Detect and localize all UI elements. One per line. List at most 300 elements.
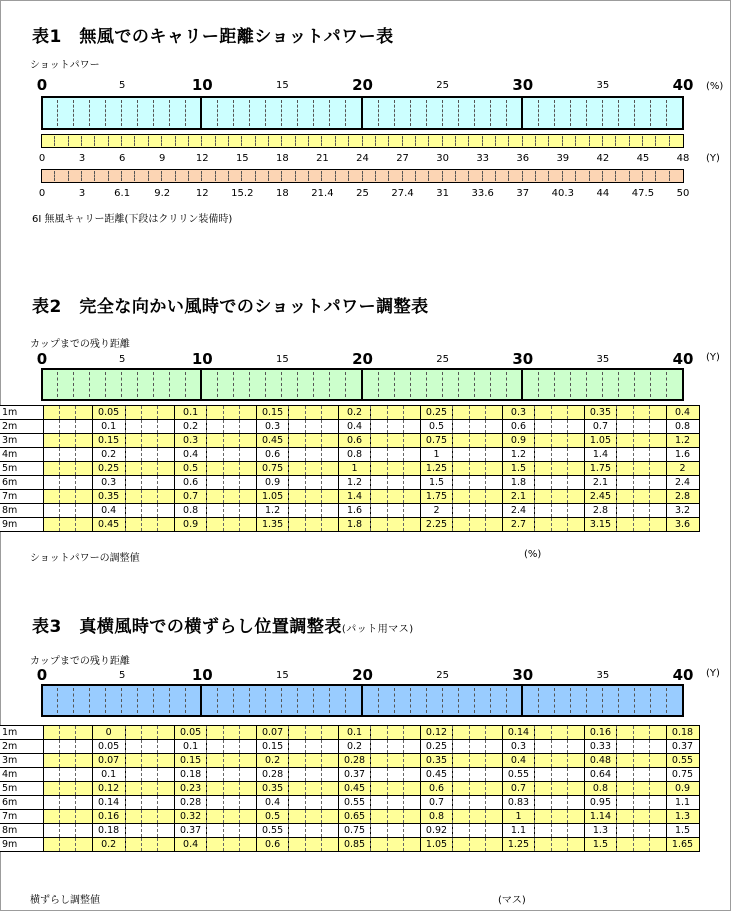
bar-tick bbox=[650, 372, 651, 397]
bar-tick bbox=[634, 100, 635, 126]
grid-spacer bbox=[158, 796, 174, 810]
adjust-value: 0.33 bbox=[584, 740, 617, 754]
strip-tick bbox=[255, 171, 256, 181]
grid-spacer bbox=[289, 810, 305, 824]
bar-tick bbox=[666, 372, 667, 397]
grid-spacer bbox=[76, 768, 92, 782]
adjust-value: 2.1 bbox=[584, 476, 617, 490]
adjust-value: 0.28 bbox=[174, 796, 207, 810]
grid-spacer bbox=[141, 462, 157, 476]
grid-spacer bbox=[469, 796, 485, 810]
grid-spacer bbox=[76, 476, 92, 490]
carry-value: 44 bbox=[596, 188, 610, 199]
strip-tick bbox=[241, 171, 242, 181]
scale-minor-label: 15 bbox=[276, 354, 289, 365]
grid-spacer bbox=[223, 740, 239, 754]
grid-spacer bbox=[141, 838, 157, 852]
scale-major-label: 20 bbox=[352, 350, 373, 368]
grid-spacer bbox=[43, 462, 59, 476]
grid-spacer bbox=[305, 838, 321, 852]
grid-spacer bbox=[371, 726, 387, 740]
strip-tick bbox=[415, 136, 416, 146]
adjust-value: 0.5 bbox=[174, 462, 207, 476]
scale-major-label: 0 bbox=[36, 76, 48, 94]
adjust-value: 0.65 bbox=[338, 810, 371, 824]
grid-spacer bbox=[469, 740, 485, 754]
grid-spacer bbox=[223, 768, 239, 782]
adjust-value: 2 bbox=[420, 504, 453, 518]
strip-tick bbox=[522, 136, 523, 146]
grid-spacer bbox=[240, 754, 256, 768]
grid-spacer bbox=[568, 420, 584, 434]
strip-tick bbox=[308, 171, 309, 181]
grid-spacer bbox=[43, 824, 59, 838]
grid-row bbox=[0, 796, 699, 810]
grid-spacer bbox=[158, 726, 174, 740]
grid-spacer bbox=[76, 434, 92, 448]
grid-spacer bbox=[633, 768, 649, 782]
grid-spacer bbox=[650, 518, 666, 532]
carry-value: 3 bbox=[78, 153, 86, 164]
grid-spacer bbox=[469, 726, 485, 740]
grid-spacer bbox=[158, 406, 174, 420]
strip-tick bbox=[321, 171, 322, 181]
bar-major-divider bbox=[521, 98, 523, 128]
grid-spacer bbox=[633, 782, 649, 796]
grid-spacer bbox=[76, 838, 92, 852]
grid-spacer bbox=[404, 406, 420, 420]
grid-spacer bbox=[240, 434, 256, 448]
grid-spacer bbox=[43, 754, 59, 768]
row-distance-label: 3m bbox=[0, 754, 43, 768]
bar-tick bbox=[602, 372, 603, 397]
grid-spacer bbox=[289, 838, 305, 852]
adjust-value: 3.15 bbox=[584, 518, 617, 532]
grid-spacer bbox=[207, 448, 223, 462]
grid-spacer bbox=[43, 726, 59, 740]
grid-row bbox=[0, 824, 699, 838]
adjust-value: 0.15 bbox=[92, 434, 125, 448]
scale-minor-label: 25 bbox=[436, 670, 449, 681]
grid-spacer bbox=[453, 434, 469, 448]
scale-minor-label: 35 bbox=[596, 670, 610, 681]
grid-spacer bbox=[387, 782, 403, 796]
bar-tick bbox=[153, 372, 154, 397]
grid-spacer bbox=[322, 420, 338, 434]
adjust-value: 0.55 bbox=[666, 754, 699, 768]
grid-spacer bbox=[404, 490, 420, 504]
strip-tick bbox=[268, 136, 269, 146]
bar-tick bbox=[666, 688, 667, 713]
strip-tick bbox=[68, 136, 69, 146]
grid-spacer bbox=[650, 810, 666, 824]
strip-tick bbox=[629, 136, 630, 146]
grid-spacer bbox=[59, 476, 75, 490]
grid-spacer bbox=[453, 838, 469, 852]
adjust-value: 1.8 bbox=[502, 476, 535, 490]
grid-spacer bbox=[322, 434, 338, 448]
grid-spacer bbox=[551, 462, 567, 476]
bar-tick bbox=[538, 372, 539, 397]
strip-tick bbox=[655, 171, 656, 181]
row-distance-label: 4m bbox=[0, 448, 43, 462]
adjust-value: 0.05 bbox=[92, 740, 125, 754]
grid-spacer bbox=[535, 740, 551, 754]
strip-tick bbox=[615, 136, 616, 146]
adjust-value: 2.4 bbox=[666, 476, 699, 490]
grid-spacer bbox=[650, 476, 666, 490]
bar-major-divider bbox=[361, 370, 363, 399]
bar-tick bbox=[458, 372, 459, 397]
strip-tick bbox=[348, 171, 349, 181]
grid-spacer bbox=[223, 754, 239, 768]
grid-spacer bbox=[223, 490, 239, 504]
adjust-value: 0.14 bbox=[502, 726, 535, 740]
strip-tick bbox=[548, 171, 549, 181]
adjust-value: 0.1 bbox=[92, 768, 125, 782]
bar-tick bbox=[281, 688, 282, 713]
grid-spacer bbox=[633, 406, 649, 420]
grid-spacer bbox=[207, 726, 223, 740]
strip-tick bbox=[108, 136, 109, 146]
carry-value: 15 bbox=[235, 153, 249, 164]
strip-tick bbox=[188, 171, 189, 181]
grid-spacer bbox=[76, 782, 92, 796]
grid-spacer bbox=[551, 810, 567, 824]
strip-tick bbox=[134, 136, 135, 146]
grid-spacer bbox=[404, 448, 420, 462]
adjust-value: 0.7 bbox=[502, 782, 535, 796]
adjust-value: 0.3 bbox=[174, 434, 207, 448]
bar-tick bbox=[586, 688, 587, 713]
adjust-value: 0.23 bbox=[174, 782, 207, 796]
grid-spacer bbox=[453, 406, 469, 420]
adjust-value: 1.2 bbox=[666, 434, 699, 448]
grid-spacer bbox=[240, 420, 256, 434]
grid-spacer bbox=[404, 754, 420, 768]
grid-spacer bbox=[125, 838, 141, 852]
scale-major-label: 0 bbox=[36, 666, 48, 684]
strip-tick bbox=[575, 136, 576, 146]
bar-tick bbox=[394, 372, 395, 397]
adjust-value: 1.05 bbox=[420, 838, 453, 852]
grid-spacer bbox=[551, 824, 567, 838]
grid-spacer bbox=[404, 504, 420, 518]
grid-spacer bbox=[535, 406, 551, 420]
adjust-value: 0.16 bbox=[584, 726, 617, 740]
grid-spacer bbox=[289, 740, 305, 754]
strip-tick bbox=[362, 171, 363, 181]
adjust-value: 0.37 bbox=[666, 740, 699, 754]
bar-tick bbox=[217, 688, 218, 713]
adjust-value: 0.6 bbox=[256, 448, 289, 462]
bar-tick bbox=[329, 372, 330, 397]
carry-value: 36 bbox=[516, 153, 530, 164]
adjust-value: 0.3 bbox=[256, 420, 289, 434]
adjust-value: 0.8 bbox=[338, 448, 371, 462]
grid-spacer bbox=[371, 462, 387, 476]
adjust-value: 0.7 bbox=[420, 796, 453, 810]
grid-spacer bbox=[125, 824, 141, 838]
bar-tick bbox=[249, 372, 250, 397]
grid-spacer bbox=[371, 490, 387, 504]
grid-spacer bbox=[240, 490, 256, 504]
grid-spacer bbox=[551, 518, 567, 532]
carry-value: 47.5 bbox=[631, 188, 655, 199]
grid-spacer bbox=[141, 434, 157, 448]
grid-spacer bbox=[453, 810, 469, 824]
grid-spacer bbox=[469, 782, 485, 796]
bar-tick bbox=[121, 372, 122, 397]
strip-tick bbox=[428, 171, 429, 181]
adjust-value: 0.75 bbox=[256, 462, 289, 476]
bar-tick bbox=[217, 372, 218, 397]
grid-spacer bbox=[469, 838, 485, 852]
adjust-value: 1.5 bbox=[502, 462, 535, 476]
bar-major-divider bbox=[200, 98, 202, 128]
grid-spacer bbox=[469, 490, 485, 504]
grid-spacer bbox=[125, 434, 141, 448]
strip-tick bbox=[255, 136, 256, 146]
bar-tick bbox=[73, 100, 74, 126]
carry-value: 18 bbox=[276, 188, 289, 199]
strip-tick bbox=[669, 171, 670, 181]
adjust-value: 1.1 bbox=[502, 824, 535, 838]
grid-spacer bbox=[535, 782, 551, 796]
grid-spacer bbox=[371, 448, 387, 462]
adjust-value: 0.4 bbox=[666, 406, 699, 420]
grid-row bbox=[0, 754, 699, 768]
bar-tick bbox=[634, 688, 635, 713]
grid-spacer bbox=[305, 490, 321, 504]
grid-spacer bbox=[535, 796, 551, 810]
row-distance-label: 7m bbox=[0, 490, 43, 504]
adjust-value: 0.4 bbox=[92, 504, 125, 518]
adjust-value: 0.1 bbox=[92, 420, 125, 434]
grid-spacer bbox=[289, 462, 305, 476]
grid-spacer bbox=[551, 504, 567, 518]
grid-spacer bbox=[535, 518, 551, 532]
grid-spacer bbox=[240, 740, 256, 754]
grid-spacer bbox=[207, 462, 223, 476]
grid-spacer bbox=[371, 420, 387, 434]
adjust-value: 0.45 bbox=[420, 768, 453, 782]
strip-tick bbox=[455, 171, 456, 181]
bar-tick bbox=[89, 372, 90, 397]
scale-minor-label: 35 bbox=[596, 80, 610, 91]
strip-tick bbox=[642, 136, 643, 146]
grid-spacer bbox=[59, 504, 75, 518]
grid-spacer bbox=[322, 768, 338, 782]
grid-spacer bbox=[371, 768, 387, 782]
bar-tick bbox=[666, 100, 667, 126]
bar-tick bbox=[169, 688, 170, 713]
grid-spacer bbox=[387, 518, 403, 532]
grid-spacer bbox=[141, 490, 157, 504]
grid-spacer bbox=[125, 810, 141, 824]
table1-note: 6I 無風キャリー距離(下段はクリリン装備時) bbox=[32, 214, 233, 225]
strip-tick bbox=[535, 171, 536, 181]
grid-spacer bbox=[486, 726, 502, 740]
grid-spacer bbox=[568, 740, 584, 754]
grid-spacer bbox=[650, 768, 666, 782]
grid-spacer bbox=[289, 504, 305, 518]
grid-spacer bbox=[387, 434, 403, 448]
scale-major-label: 30 bbox=[512, 666, 534, 684]
bar-tick bbox=[650, 100, 651, 126]
strip-tick bbox=[228, 171, 229, 181]
grid-spacer bbox=[141, 406, 157, 420]
grid-spacer bbox=[551, 420, 567, 434]
grid-spacer bbox=[633, 420, 649, 434]
strip-tick bbox=[428, 136, 429, 146]
grid-spacer bbox=[158, 740, 174, 754]
grid-spacer bbox=[486, 782, 502, 796]
grid-spacer bbox=[568, 810, 584, 824]
grid-spacer bbox=[469, 462, 485, 476]
adjust-value: 0.5 bbox=[420, 420, 453, 434]
bar-tick bbox=[297, 372, 298, 397]
bar-tick bbox=[185, 372, 186, 397]
grid-spacer bbox=[322, 782, 338, 796]
grid-spacer bbox=[125, 768, 141, 782]
grid-spacer bbox=[486, 810, 502, 824]
grid-spacer bbox=[453, 504, 469, 518]
row-distance-label: 1m bbox=[0, 406, 43, 420]
carry-value: 6 bbox=[118, 153, 126, 164]
grid-row bbox=[0, 462, 699, 476]
adjust-value: 0.6 bbox=[174, 476, 207, 490]
grid-spacer bbox=[633, 810, 649, 824]
adjust-value: 0.18 bbox=[666, 726, 699, 740]
grid-spacer bbox=[125, 462, 141, 476]
strip-tick bbox=[535, 136, 536, 146]
grid-spacer bbox=[617, 490, 633, 504]
strip-tick bbox=[295, 136, 296, 146]
grid-spacer bbox=[371, 740, 387, 754]
grid-spacer bbox=[617, 434, 633, 448]
bar-tick bbox=[410, 100, 411, 126]
carry-value: 42 bbox=[596, 153, 610, 164]
adjust-value: 0.7 bbox=[584, 420, 617, 434]
grid-spacer bbox=[289, 726, 305, 740]
scale-minor-label: 5 bbox=[118, 670, 126, 681]
adjust-value: 0.05 bbox=[92, 406, 125, 420]
strip-tick bbox=[495, 136, 496, 146]
adjust-value: 0.4 bbox=[338, 420, 371, 434]
grid-spacer bbox=[404, 518, 420, 532]
carry-value: 27 bbox=[396, 153, 409, 164]
grid-spacer bbox=[322, 838, 338, 852]
scale-major-label: 10 bbox=[191, 666, 213, 684]
grid-spacer bbox=[387, 462, 403, 476]
bar-tick bbox=[378, 100, 379, 126]
adjust-value: 0.6 bbox=[256, 838, 289, 852]
adjust-value: 2 bbox=[666, 462, 699, 476]
strip-tick bbox=[94, 136, 95, 146]
grid-spacer bbox=[568, 518, 584, 532]
adjust-value: 1.8 bbox=[338, 518, 371, 532]
scale-minor-label: 15 bbox=[276, 80, 289, 91]
strip-tick bbox=[295, 171, 296, 181]
bar-tick bbox=[265, 372, 266, 397]
grid-spacer bbox=[207, 754, 223, 768]
table2-unit: (Y) bbox=[706, 352, 720, 363]
table1-caption: ショットパワー bbox=[30, 60, 100, 71]
grid-row bbox=[0, 740, 699, 754]
grid-spacer bbox=[486, 754, 502, 768]
grid-spacer bbox=[59, 768, 75, 782]
bar-tick bbox=[185, 100, 186, 126]
scale-major-label: 20 bbox=[352, 666, 373, 684]
grid-spacer bbox=[240, 476, 256, 490]
bar-tick bbox=[458, 100, 459, 126]
grid-spacer bbox=[223, 434, 239, 448]
grid-spacer bbox=[633, 448, 649, 462]
adjust-value: 0.28 bbox=[256, 768, 289, 782]
bar-tick bbox=[329, 688, 330, 713]
grid-spacer bbox=[371, 838, 387, 852]
grid-spacer bbox=[240, 406, 256, 420]
adjust-value: 0.14 bbox=[92, 796, 125, 810]
grid-spacer bbox=[371, 504, 387, 518]
scale-major-label: 20 bbox=[352, 76, 373, 94]
adjust-value: 2.4 bbox=[502, 504, 535, 518]
scale-major-label: 40 bbox=[672, 666, 694, 684]
row-distance-label: 8m bbox=[0, 504, 43, 518]
grid-spacer bbox=[207, 796, 223, 810]
grid-spacer bbox=[223, 476, 239, 490]
grid-spacer bbox=[240, 504, 256, 518]
grid-spacer bbox=[43, 434, 59, 448]
grid-spacer bbox=[59, 420, 75, 434]
strip-tick bbox=[268, 171, 269, 181]
grid-spacer bbox=[469, 448, 485, 462]
table1-row1-unit: (Y) bbox=[706, 153, 720, 164]
grid-spacer bbox=[59, 434, 75, 448]
strip-tick bbox=[161, 171, 162, 181]
grid-spacer bbox=[551, 448, 567, 462]
adjust-value: 1.3 bbox=[666, 810, 699, 824]
grid-spacer bbox=[289, 476, 305, 490]
grid-row bbox=[0, 768, 699, 782]
grid-row bbox=[0, 448, 699, 462]
grid-spacer bbox=[650, 726, 666, 740]
bar-tick bbox=[185, 688, 186, 713]
grid-spacer bbox=[305, 476, 321, 490]
grid-spacer bbox=[650, 740, 666, 754]
grid-spacer bbox=[486, 824, 502, 838]
grid-spacer bbox=[469, 504, 485, 518]
adjust-value: 0.2 bbox=[174, 420, 207, 434]
bar-tick bbox=[105, 372, 106, 397]
grid-spacer bbox=[240, 726, 256, 740]
grid-spacer bbox=[551, 490, 567, 504]
grid-spacer bbox=[223, 782, 239, 796]
table3-distance-bar bbox=[41, 684, 684, 717]
grid-spacer bbox=[289, 824, 305, 838]
bar-tick bbox=[506, 688, 507, 713]
grid-row bbox=[0, 490, 699, 504]
grid-spacer bbox=[633, 518, 649, 532]
strip-tick bbox=[629, 171, 630, 181]
grid-spacer bbox=[371, 810, 387, 824]
grid-spacer bbox=[568, 434, 584, 448]
grid-spacer bbox=[43, 740, 59, 754]
scale-minor-label: 25 bbox=[436, 354, 449, 365]
grid-spacer bbox=[568, 448, 584, 462]
grid-spacer bbox=[404, 420, 420, 434]
